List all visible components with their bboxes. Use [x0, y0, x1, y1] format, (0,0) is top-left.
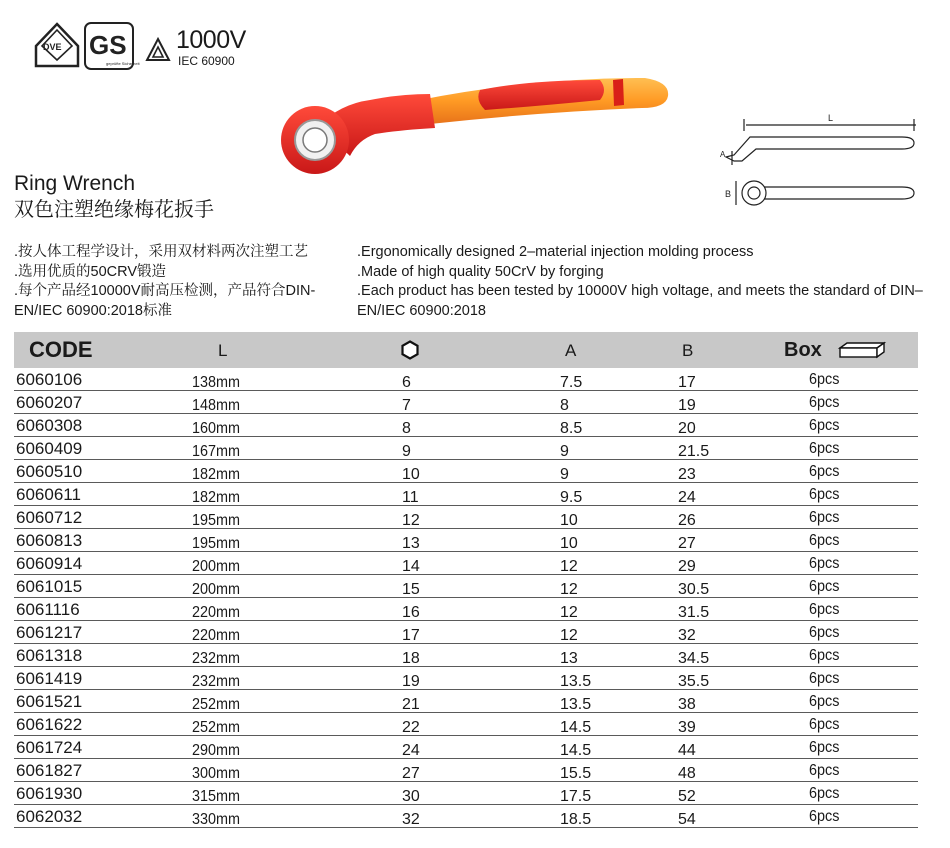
gs-mark-icon: [84, 22, 140, 70]
cell-length: 232mm: [192, 650, 241, 667]
product-title-zh: 双色注塑绝缘梅花扳手: [14, 199, 214, 221]
table-row: [14, 621, 918, 644]
cell-code: 6060813: [16, 531, 83, 550]
cell-size: 10: [402, 466, 420, 483]
cell-a: 9: [560, 466, 569, 483]
cell-length: 300mm: [192, 765, 241, 782]
cell-b: 26: [678, 512, 696, 529]
cell-a: 10: [560, 512, 578, 529]
table-row: [14, 713, 918, 736]
cell-length: 160mm: [192, 420, 241, 437]
cell-b: 27: [678, 535, 696, 552]
cell-a: 13.5: [560, 673, 592, 690]
table-row: [14, 782, 918, 805]
cell-code: 6061724: [16, 738, 83, 757]
header-a: A: [565, 341, 577, 360]
cell-length: 252mm: [192, 719, 241, 736]
cell-a: 14.5: [560, 719, 592, 736]
cell-box: 6pcs: [809, 785, 840, 802]
feature-en-2: .Made of high quality 50CrV by forging: [357, 263, 604, 280]
cell-code: 6060207: [16, 393, 83, 412]
spec-table: [14, 332, 918, 828]
cell-a: 7.5: [560, 374, 583, 391]
cell-size: 17: [402, 627, 420, 644]
cell-b: 31.5: [678, 604, 710, 621]
cell-a: 13.5: [560, 696, 592, 713]
feature-en-1: .Ergonomically designed 2–material injection molding process: [357, 244, 754, 260]
cell-b: 24: [678, 489, 696, 506]
table-row: [14, 805, 918, 828]
cell-box: 6pcs: [809, 371, 840, 388]
cell-a: 17.5: [560, 788, 592, 805]
cell-length: 167mm: [192, 443, 241, 460]
svg-text:L: L: [828, 113, 834, 123]
table-row: [14, 414, 918, 437]
cell-length: 200mm: [192, 581, 241, 598]
cell-code: 6061827: [16, 761, 83, 780]
cell-code: 6061622: [16, 715, 83, 734]
cell-b: 21.5: [678, 443, 710, 460]
cell-b: 44: [678, 742, 696, 759]
table-row: [14, 598, 918, 621]
cell-box: 6pcs: [809, 509, 840, 526]
cell-size: 9: [402, 443, 411, 460]
cell-box: 6pcs: [809, 739, 840, 756]
cell-length: 195mm: [192, 512, 241, 529]
cell-length: 330mm: [192, 811, 241, 828]
cell-length: 290mm: [192, 742, 241, 759]
table-row: [14, 529, 918, 552]
cell-size: 32: [402, 811, 420, 828]
cell-size: 11: [402, 489, 419, 506]
svg-text:A: A: [720, 150, 726, 159]
cell-a: 18.5: [560, 811, 592, 828]
cell-a: 9.5: [560, 489, 583, 506]
cell-box: 6pcs: [809, 440, 840, 457]
cell-size: 6: [402, 374, 411, 391]
cell-box: 6pcs: [809, 647, 840, 664]
cell-b: 35.5: [678, 673, 710, 690]
cell-size: 22: [402, 719, 420, 736]
cell-length: 315mm: [192, 788, 241, 805]
cell-box: 6pcs: [809, 693, 840, 710]
cell-length: 220mm: [192, 604, 241, 621]
cell-size: 19: [402, 673, 420, 690]
cell-size: 8: [402, 420, 411, 437]
table-row: [14, 690, 918, 713]
cell-code: 6060712: [16, 508, 83, 527]
table-row: [14, 552, 918, 575]
table-row: [14, 483, 918, 506]
table-row: [14, 644, 918, 667]
cell-a: 12: [560, 581, 578, 598]
cell-length: 148mm: [192, 397, 241, 414]
cell-b: 54: [678, 811, 696, 828]
cell-a: 12: [560, 558, 578, 575]
cell-b: 19: [678, 397, 696, 414]
cell-code: 6060106: [16, 370, 83, 389]
cell-length: 232mm: [192, 673, 241, 690]
cell-a: 12: [560, 627, 578, 644]
table-body: [14, 368, 918, 828]
cell-a: 14.5: [560, 742, 592, 759]
cell-box: 6pcs: [809, 716, 840, 733]
table-header: [14, 332, 918, 368]
table-row: [14, 736, 918, 759]
cell-code: 6060510: [16, 462, 83, 481]
cell-a: 12: [560, 604, 578, 621]
cell-size: 14: [402, 558, 420, 575]
cell-size: 12: [402, 512, 420, 529]
table-row: [14, 667, 918, 690]
cell-size: 18: [402, 650, 420, 667]
cell-b: 29: [678, 558, 696, 575]
cell-code: 6061116: [16, 600, 80, 619]
table-row: [14, 575, 918, 598]
svg-text:B: B: [725, 189, 732, 199]
cell-box: 6pcs: [809, 670, 840, 687]
feature-list-zh: [14, 243, 352, 321]
cell-a: 9: [560, 443, 569, 460]
cell-b: 30.5: [678, 581, 710, 598]
box-icon: [838, 341, 886, 359]
cell-box: 6pcs: [809, 601, 840, 618]
cell-code: 6060914: [16, 554, 83, 573]
svg-text:DVE: DVE: [43, 42, 62, 52]
svg-text:geprüfte Sicherheit: geprüfte Sicherheit: [106, 61, 140, 66]
cell-b: 48: [678, 765, 696, 782]
feature-zh-1: .按人体工程学设计，采用双材料两次注塑工艺: [14, 244, 309, 260]
cell-b: 23: [678, 466, 696, 483]
feature-zh-2: .选用优质的50CRV锻造: [14, 263, 167, 280]
cell-b: 38: [678, 696, 696, 713]
cell-size: 16: [402, 604, 420, 621]
dimension-drawing: [716, 105, 926, 220]
header-box: Box: [784, 339, 822, 361]
cell-code: 6061015: [16, 577, 83, 596]
cell-length: 182mm: [192, 466, 241, 483]
table-row: [14, 759, 918, 782]
cell-box: 6pcs: [809, 417, 840, 434]
cell-length: 252mm: [192, 696, 241, 713]
product-title-en: Ring Wrench: [14, 172, 135, 195]
cell-code: 6062032: [16, 807, 83, 826]
table-row: [14, 368, 918, 391]
cell-box: 6pcs: [809, 486, 840, 503]
cell-length: 195mm: [192, 535, 241, 552]
cell-size: 30: [402, 788, 420, 805]
cell-a: 15.5: [560, 765, 592, 782]
cell-box: 6pcs: [809, 808, 840, 825]
cell-code: 6060611: [16, 485, 81, 504]
vde-mark-icon: [34, 22, 80, 68]
header-length: L: [218, 341, 228, 360]
cell-code: 6061930: [16, 784, 83, 803]
table-row: [14, 460, 918, 483]
cell-code: 6061318: [16, 646, 83, 665]
cell-b: 20: [678, 420, 696, 437]
cell-code: 6060409: [16, 439, 83, 458]
standard-label: IEC 60900: [178, 54, 235, 68]
cell-size: 27: [402, 765, 420, 782]
cell-box: 6pcs: [809, 532, 840, 549]
cell-box: 6pcs: [809, 555, 840, 572]
cell-box: 6pcs: [809, 578, 840, 595]
cell-box: 6pcs: [809, 762, 840, 779]
cell-length: 182mm: [192, 489, 241, 506]
cell-b: 39: [678, 719, 696, 736]
cell-a: 8.5: [560, 420, 583, 437]
cell-b: 17: [678, 374, 696, 391]
voltage-rating: 1000V: [176, 26, 246, 54]
svg-text:GS: GS: [89, 30, 127, 60]
cell-a: 8: [560, 397, 569, 414]
feature-zh-3: .每个产品经10000V耐高压检测，产品符合DIN-EN/IEC 60900:2018标准: [14, 283, 316, 319]
cell-size: 24: [402, 742, 420, 759]
cell-b: 34.5: [678, 650, 710, 667]
cell-code: 6061521: [16, 692, 83, 711]
cell-code: 6061217: [16, 623, 83, 642]
cell-b: 32: [678, 627, 696, 644]
cell-box: 6pcs: [809, 463, 840, 480]
ring-wrench-product-image: [270, 70, 680, 185]
cell-length: 220mm: [192, 627, 241, 644]
cell-a: 10: [560, 535, 578, 552]
header-code: CODE: [29, 337, 93, 362]
cell-b: 52: [678, 788, 696, 805]
table-row: [14, 437, 918, 460]
cell-size: 7: [402, 397, 411, 414]
table-row: [14, 506, 918, 529]
cell-box: 6pcs: [809, 394, 840, 411]
cell-code: 6061419: [16, 669, 83, 688]
feature-en-3: .Each product has been tested by 10000V high voltage, and meets the standard of DIN–EN/IEC 60900:2018: [357, 283, 923, 319]
table-row: [14, 391, 918, 414]
cell-size: 15: [402, 581, 420, 598]
cell-length: 138mm: [192, 374, 241, 391]
cell-size: 21: [402, 696, 420, 713]
hexagon-icon: [400, 340, 420, 360]
cell-a: 13: [560, 650, 578, 667]
header-b: B: [682, 341, 694, 360]
insulation-triangle-icon: [146, 38, 170, 62]
cell-size: 13: [402, 535, 420, 552]
feature-list-en: [357, 243, 937, 321]
cell-length: 200mm: [192, 558, 241, 575]
cell-code: 6060308: [16, 416, 83, 435]
cell-box: 6pcs: [809, 624, 840, 641]
